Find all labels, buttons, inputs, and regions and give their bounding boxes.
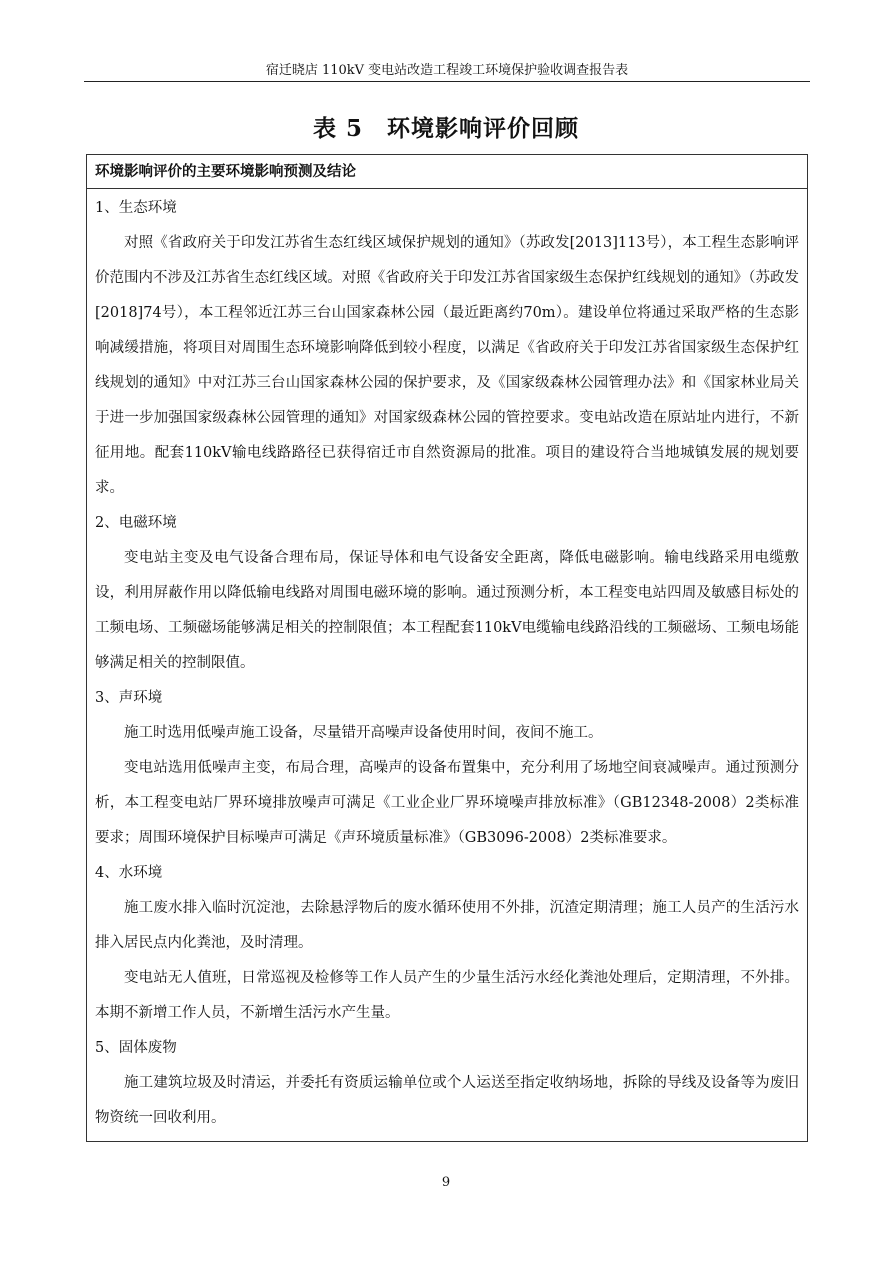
page-number: 9 [441, 1175, 451, 1190]
section-paragraph: 施工时选用低噪声施工设备，尽量错开高噪声设备使用时间，夜间不施工。 [124, 725, 603, 741]
section-heading-electromagnetic: 2、电磁环境 [95, 515, 177, 531]
table-title: 表 5 环境影响评价回顾 [312, 115, 579, 142]
section-heading-acoustic: 3、声环境 [95, 690, 163, 706]
header-rule [84, 81, 810, 82]
section-paragraph: 变电站选用低噪声主变，布局合理，高噪声的设备布置集中，充分利用了场地空间衰减噪声。通过预测分析，本工程变电站厂界环境排放噪声可满足《工业企业厂界环境噪声排放标准》（GB12348-2008）2类标准要求；周围环境保护目标噪声可满足《声环境质量标准》（GB3096-2008）2类标准要求。 [95, 760, 799, 846]
section-paragraph: 变电站无人值班，日常巡视及检修等工作人员产生的少量生活污水经化粪池处理后，定期清理，不外排。本期不新增工作人员，不新增生活污水产生量。 [95, 970, 799, 1021]
running-header: 宿迁晓店 110kV 变电站改造工程竣工环境保护验收调查报告表 [265, 63, 629, 78]
review-table [86, 154, 808, 1142]
section-heading-solid-waste: 5、固体废物 [95, 1040, 177, 1056]
section-paragraph: 施工废水排入临时沉淀池，去除悬浮物后的废水循环使用不外排，沉渣定期清理；施工人员产的生活污水排入居民点内化粪池，及时清理。 [95, 900, 799, 951]
section-paragraph: 变电站主变及电气设备合理布局，保证导体和电气设备安全距离，降低电磁影响。输电线路采用电缆敷设，利用屏蔽作用以降低输电线路对周围电磁环境的影响。通过预测分析，本工程变电站四周及敏感目标处的工频电场、工频磁场能够满足相关的控制限值；本工程配套110kV电缆输电线路沿线的工频磁场、工频电场能够满足相关的控制限值。 [95, 550, 799, 671]
table-row-header: 环境影响评价的主要环境影响预测及结论 [87, 155, 807, 189]
section-heading-water: 4、水环境 [95, 865, 163, 881]
section-paragraph: 施工建筑垃圾及时清运，并委托有资质运输单位或个人运送至指定收纳场地，拆除的导线及设备等为废旧物资统一回收利用。 [95, 1075, 799, 1126]
section-paragraph: 对照《省政府关于印发江苏省生态红线区域保护规划的通知》（苏政发[2013]113号），本工程生态影响评价范围内不涉及江苏省生态红线区域。对照《省政府关于印发江苏省国家级生态保护红线规划的通知》（苏政发[2018]74号），本工程邻近江苏三台山国家森林公园（最近距离约70m）。建设单位将通过采取严格的生态影响减缓措施，将项目对周围生态环境影响降低到较小程度，以满足《省政府关于印发江苏省国家级生态保护红线规划的通知》中对江苏三台山国家森林公园的保护要求，及《国家级森林公园管理办法》和《国家林业局关于进一步加强国家级森林公园管理的通知》对国家级森林公园的管控要求。变电站改造在原站址内进行，不新征用地。配套110kV输电线路路径已获得宿迁市自然资源局的批准。项目的建设符合当地城镇发展的规划要求。 [95, 235, 799, 496]
section-heading-ecology: 1、生态环境 [95, 200, 177, 216]
table-content [95, 191, 799, 1136]
